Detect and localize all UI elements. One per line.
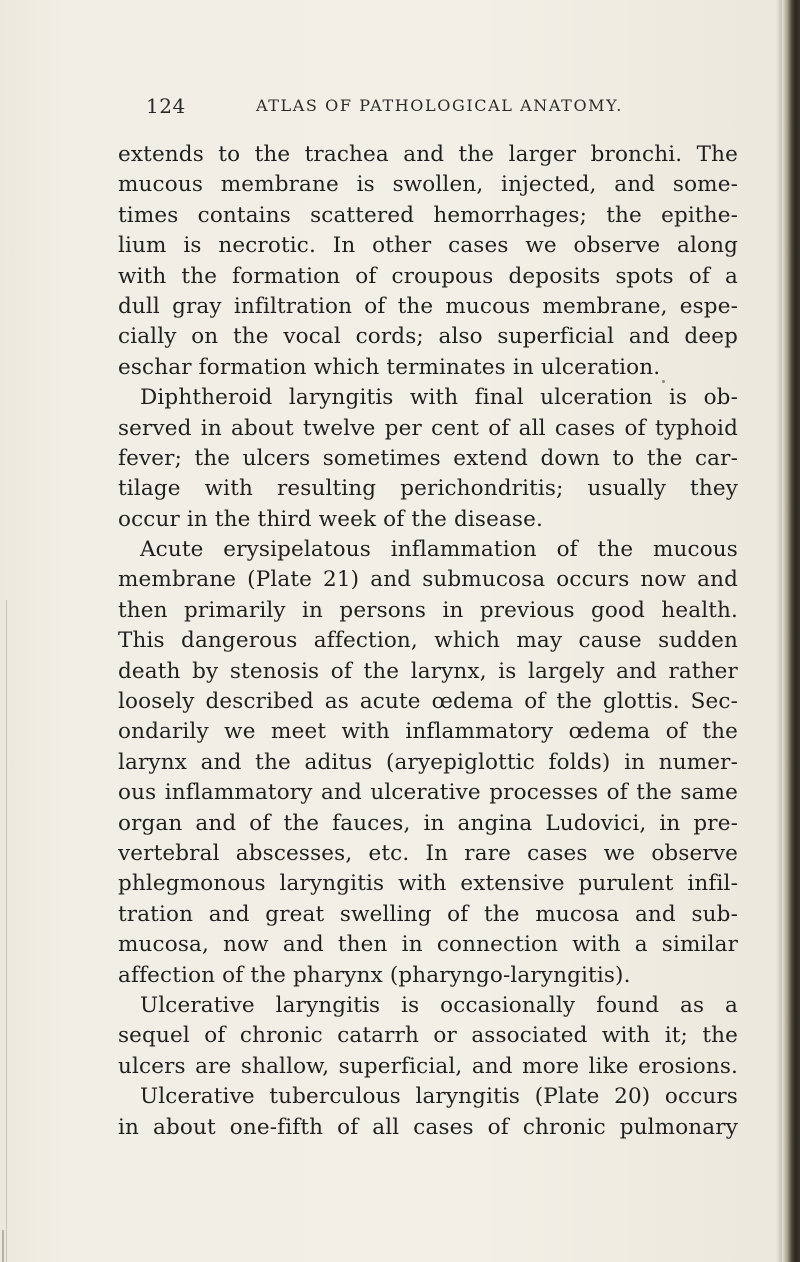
text-line: mucosa, now and then in connection with a similar	[118, 932, 738, 958]
text-line: death by stenosis of the larynx, is largely and rather	[118, 658, 738, 684]
text-line: organ and of the fauces, in angina Ludovici, in pre-	[118, 810, 738, 836]
body-text	[118, 140, 738, 1143]
text-line: phlegmonous laryngitis with extensive purulent infil-	[118, 871, 738, 897]
text-line: This dangerous affection, which may cause sudden	[118, 628, 738, 654]
page-gutter-line	[6, 600, 7, 1262]
page-header	[146, 88, 746, 128]
text-line: ondarily we meet with inflammatory œdema of the	[118, 719, 738, 745]
text-line: ulcers are shallow, superficial, and more like erosions.	[118, 1053, 738, 1079]
text-line: in about one-fifth of all cases of chronic pulmonary	[118, 1114, 738, 1140]
text-line: vertebral abscesses, etc. In rare cases we observe	[118, 840, 738, 866]
text-line: cially on the vocal cords; also superficial and deep	[118, 324, 738, 350]
page-number: 124	[146, 94, 186, 118]
text-line: occur in the third week of the disease.	[118, 506, 543, 532]
text-line: membrane (Plate 21) and submucosa occurs now and	[118, 567, 738, 593]
text-line: with the formation of croupous deposits spots of a	[118, 263, 738, 289]
text-line: ous inflammatory and ulcerative processes of the same	[118, 780, 738, 806]
text-line: mucous membrane is swollen, injected, and some-	[118, 172, 738, 198]
text-line: then primarily in persons in previous good health.	[118, 597, 738, 623]
text-line: eschar formation which terminates in ulceration.	[118, 354, 661, 380]
text-line: tilage with resulting perichondritis; usually they	[118, 476, 738, 502]
text-line: extends to the trachea and the larger bronchi. The	[118, 142, 738, 167]
running-title: ATLAS OF PATHOLOGICAL ANATOMY.	[256, 96, 623, 115]
text-line: Ulcerative tuberculous laryngitis (Plate 20) occurs	[140, 1084, 738, 1110]
text-line: larynx and the aditus (aryepiglottic folds) in numer-	[118, 749, 738, 775]
text-line: times contains scattered hemorrhages; the epithe-	[118, 202, 738, 228]
text-line: fever; the ulcers sometimes extend down to the car-	[118, 445, 738, 471]
text-line: tration and great swelling of the mucosa and sub-	[118, 901, 738, 927]
text-line: Diphtheroid laryngitis with final ulceration is ob-	[140, 385, 738, 411]
page-gutter-mark	[2, 1230, 4, 1262]
text-line: dull gray infiltration of the mucous membrane, espe-	[118, 293, 738, 319]
text-line: Ulcerative laryngitis is occasionally found as a	[140, 992, 738, 1018]
book-spine-edge	[782, 0, 800, 1262]
text-line: served in about twelve per cent of all cases of typhoid	[118, 415, 738, 441]
text-line: affection of the pharynx (pharyngo-laryngitis).	[118, 962, 631, 988]
text-line: sequel of chronic catarrh or associated with it; the	[118, 1023, 738, 1049]
text-line: loosely described as acute œdema of the glottis. Sec-	[118, 689, 738, 715]
text-line: Acute erysipelatous inflammation of the mucous	[140, 537, 738, 563]
page-speck	[662, 380, 665, 383]
text-line: lium is necrotic. In other cases we observe along	[118, 233, 738, 259]
